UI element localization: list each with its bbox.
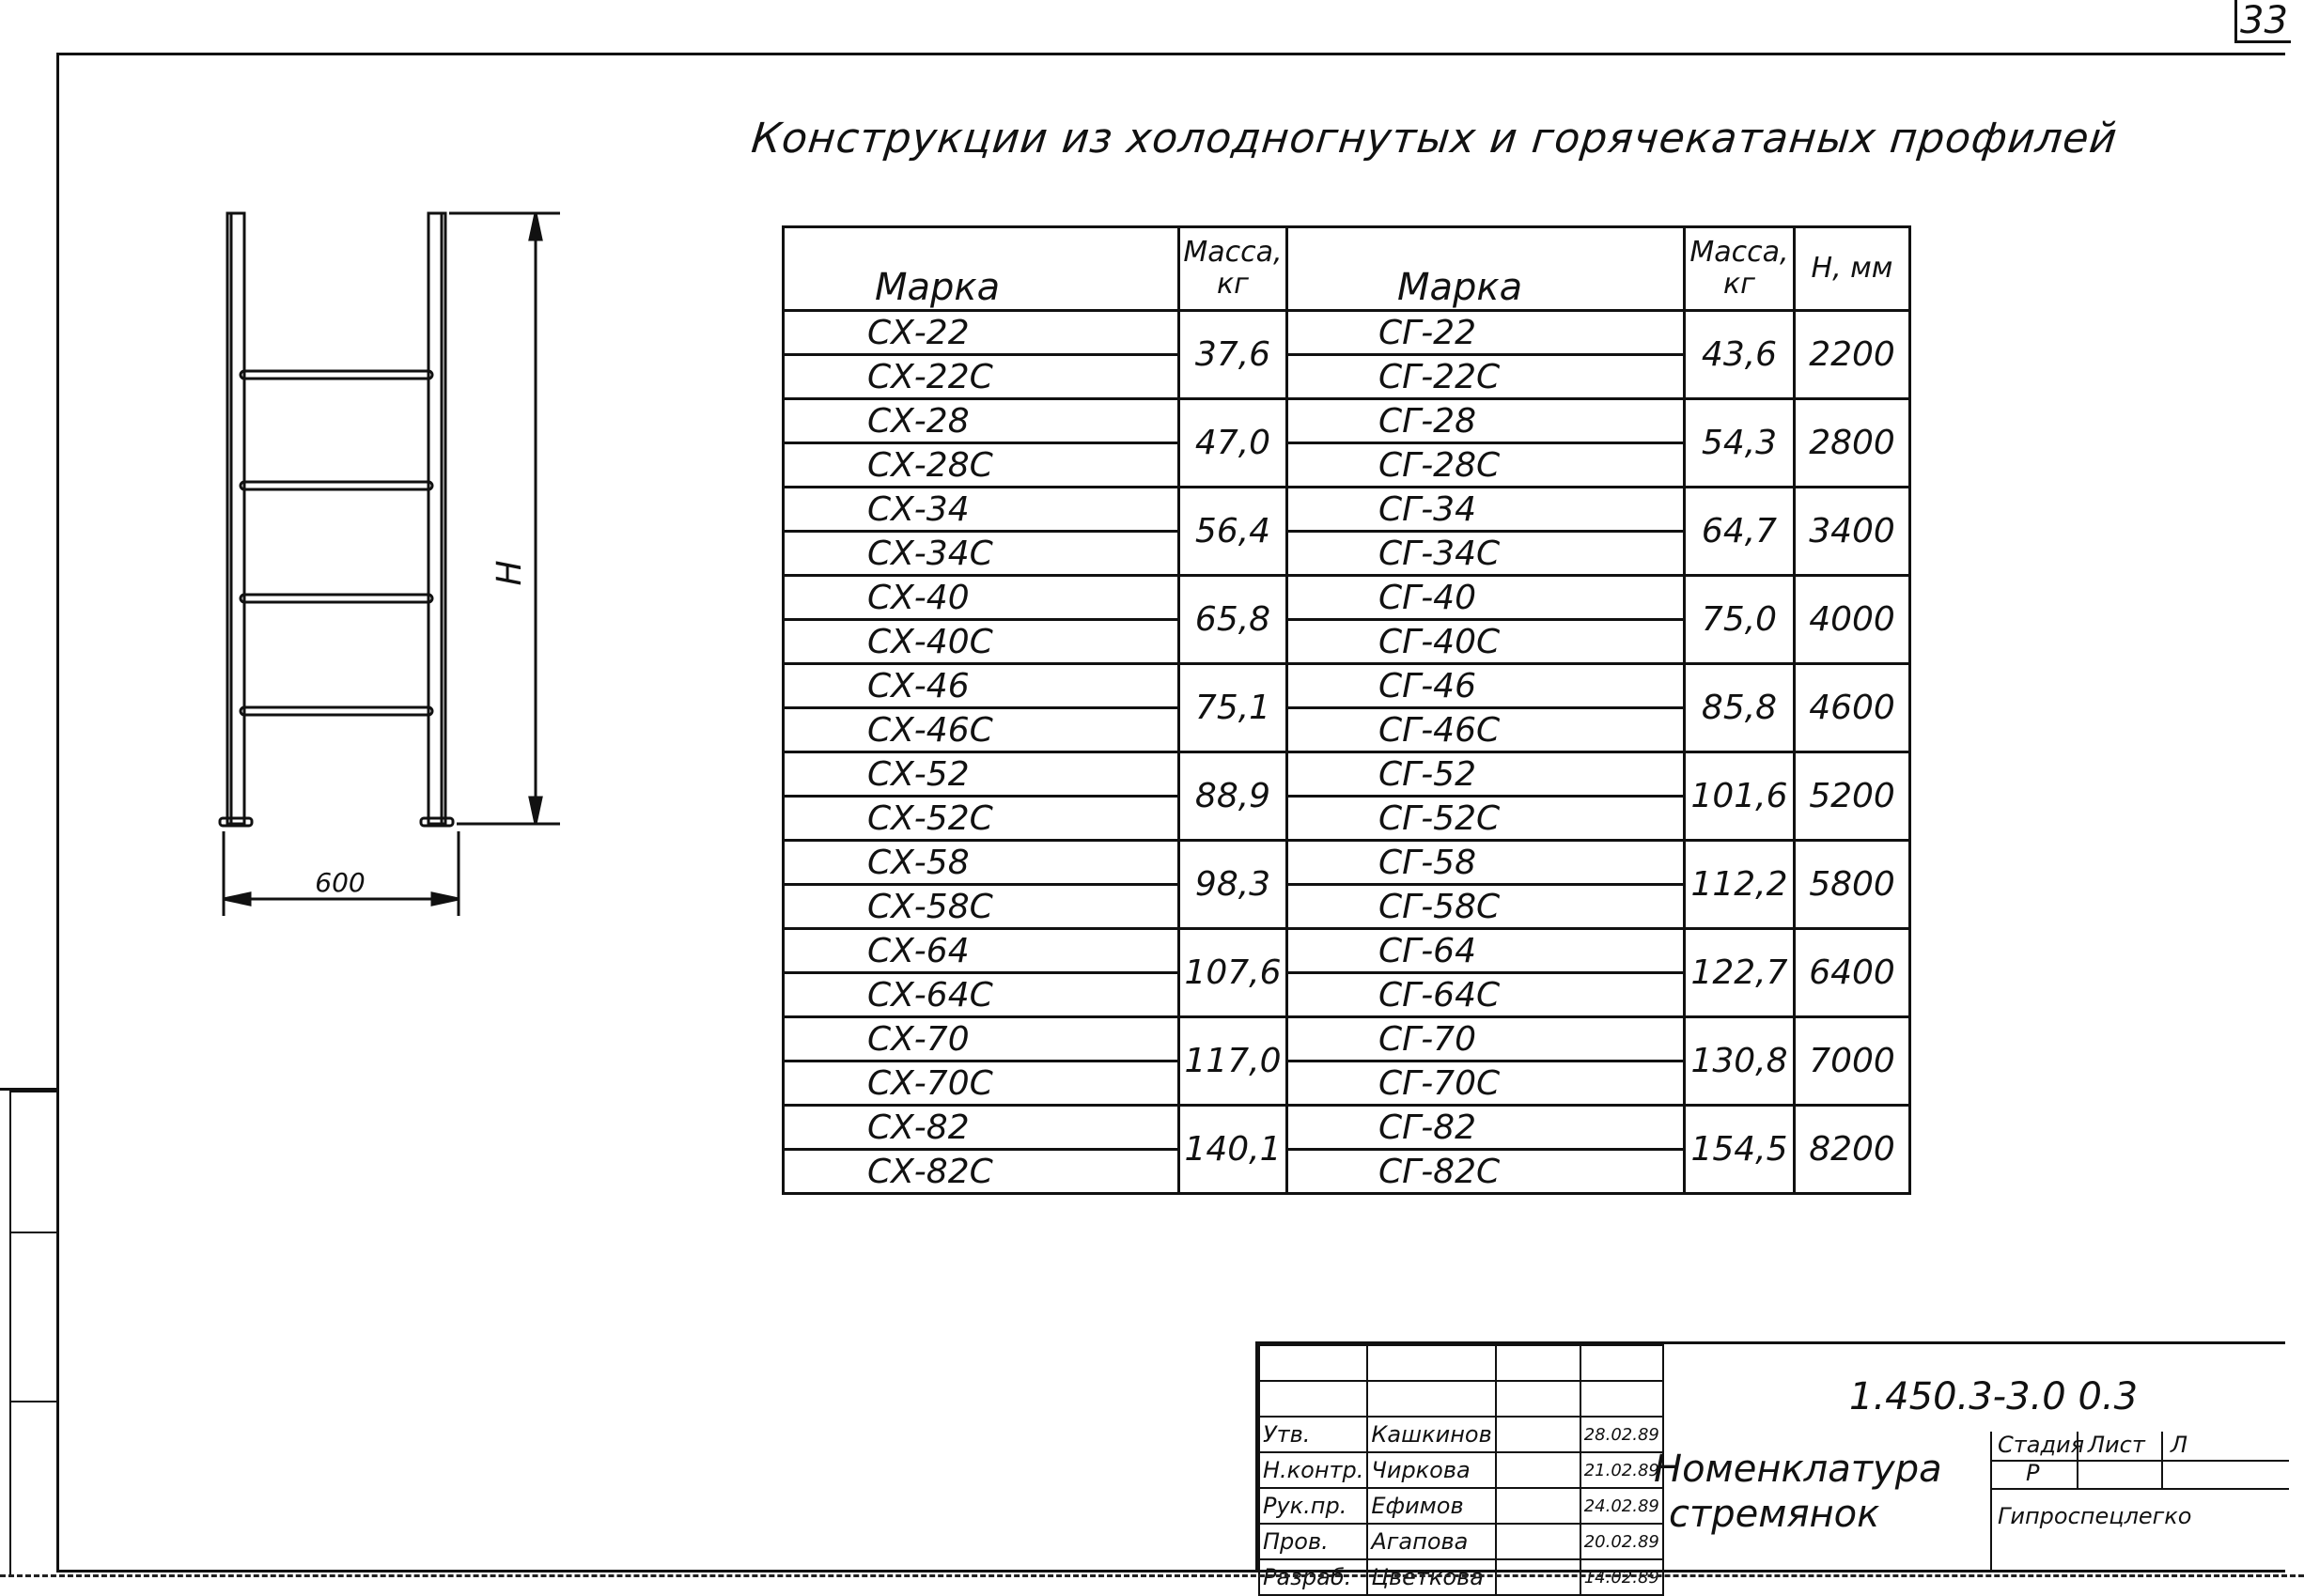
signature-name: Кашкинов — [1367, 1417, 1495, 1452]
signature-role: Утв. — [1259, 1417, 1367, 1452]
header-mark2: Марка — [1287, 227, 1685, 311]
mark-cg: СГ-58С — [1287, 885, 1685, 929]
mark-cx: СХ-28 — [784, 399, 1179, 443]
signature-date: 14.02.89 — [1580, 1559, 1663, 1595]
signature-name: Чиркова — [1367, 1452, 1495, 1488]
mass-cg: 130,8 — [1685, 1017, 1795, 1106]
mark-cg: СГ-82С — [1287, 1150, 1685, 1194]
header-mass: Масса, кг — [1179, 227, 1287, 311]
signature-date: 20.02.89 — [1580, 1524, 1663, 1559]
mark-cx: СХ-34С — [784, 532, 1179, 576]
mass-cx: 75,1 — [1179, 664, 1287, 752]
mark-cg: СГ-22С — [1287, 355, 1685, 399]
mark-cx: СХ-70С — [784, 1061, 1179, 1106]
mark-cg: СГ-22 — [1287, 311, 1685, 355]
mass-cg: 85,8 — [1685, 664, 1795, 752]
table-row — [784, 664, 1910, 708]
signature-row — [1259, 1452, 1663, 1488]
signature-name: Цветкова — [1367, 1559, 1495, 1595]
mark-cx: СХ-52 — [784, 752, 1179, 797]
signature-date: 21.02.89 — [1580, 1452, 1663, 1488]
table-row — [784, 576, 1910, 620]
height-mm: 5200 — [1795, 752, 1910, 841]
mark-cx: СХ-40С — [784, 620, 1179, 664]
header-h: Н, мм — [1795, 227, 1910, 311]
mark-cx: СХ-64 — [784, 929, 1179, 973]
document-name-line2: стремянок — [1669, 1493, 1880, 1536]
stage-value: Р — [2026, 1460, 2040, 1486]
stage-labels — [1992, 1432, 2289, 1462]
signature-row — [1259, 1488, 1663, 1524]
mark-cg: СГ-64С — [1287, 973, 1685, 1017]
mass-cx: 47,0 — [1179, 399, 1287, 488]
document-name — [1654, 1447, 1942, 1537]
signature-role: Разраб. — [1259, 1559, 1367, 1595]
mass-cg: 75,0 — [1685, 576, 1795, 664]
signature-role: Рук.пр. — [1259, 1488, 1367, 1524]
height-mm: 6400 — [1795, 929, 1910, 1017]
mark-cx: СХ-70 — [784, 1017, 1179, 1061]
sheet-label: Лист — [2088, 1432, 2145, 1458]
sheet-number: 33 — [2234, 0, 2291, 43]
height-mm: 5800 — [1795, 841, 1910, 929]
mark-cx: СХ-52С — [784, 797, 1179, 841]
header-mass2: Масса, кг — [1685, 227, 1795, 311]
signature-mark — [1496, 1559, 1580, 1595]
signature-mark — [1496, 1417, 1580, 1452]
mass-cx: 107,6 — [1179, 929, 1287, 1017]
mark-cx: СХ-46 — [784, 664, 1179, 708]
table-row — [784, 841, 1910, 885]
signature-row — [1259, 1524, 1663, 1559]
mark-cg: СГ-82 — [1287, 1106, 1685, 1150]
mass-cg: 112,2 — [1685, 841, 1795, 929]
mark-cg: СГ-52С — [1287, 797, 1685, 841]
mass-cg: 122,7 — [1685, 929, 1795, 1017]
mass-cg: 101,6 — [1685, 752, 1795, 841]
signature-role: Н.контр. — [1259, 1452, 1367, 1488]
organization: Гипроспецлегко — [1998, 1503, 2192, 1529]
rung — [241, 371, 432, 379]
mass-cx: 37,6 — [1179, 311, 1287, 399]
mark-cg: СГ-28 — [1287, 399, 1685, 443]
mark-cg: СГ-46 — [1287, 664, 1685, 708]
mass-cg: 54,3 — [1685, 399, 1795, 488]
table-row — [784, 1106, 1910, 1150]
mark-cx: СХ-58 — [784, 841, 1179, 885]
ladder-drawing — [207, 202, 583, 925]
table-row — [784, 399, 1910, 443]
stage-box — [1990, 1432, 2289, 1573]
height-mm: 7000 — [1795, 1017, 1910, 1106]
mark-cx: СХ-64С — [784, 973, 1179, 1017]
mass-cx: 98,3 — [1179, 841, 1287, 929]
stage-label: Стадия — [1998, 1432, 2085, 1458]
mark-cx: СХ-82С — [784, 1150, 1179, 1194]
mark-cx: СХ-82 — [784, 1106, 1179, 1150]
bottom-edge — [0, 1574, 2304, 1577]
mark-cg: СГ-28С — [1287, 443, 1685, 488]
signature-name: Ефимов — [1367, 1488, 1495, 1524]
table-row — [784, 929, 1910, 973]
dimension-width-label: 600 — [315, 867, 366, 898]
document-name-line1: Номенклатура — [1654, 1448, 1942, 1491]
mark-cx: СХ-34 — [784, 488, 1179, 532]
table-row — [784, 488, 1910, 532]
mark-cg: СГ-58 — [1287, 841, 1685, 885]
mark-cg: СГ-34 — [1287, 488, 1685, 532]
signature-date: 28.02.89 — [1580, 1417, 1663, 1452]
mass-cx: 88,9 — [1179, 752, 1287, 841]
signature-name: Агапова — [1367, 1524, 1495, 1559]
mark-cg: СГ-34С — [1287, 532, 1685, 576]
mark-cx: СХ-28С — [784, 443, 1179, 488]
height-mm: 2200 — [1795, 311, 1910, 399]
mark-cx: СХ-58С — [784, 885, 1179, 929]
signature-date: 24.02.89 — [1580, 1488, 1663, 1524]
mark-cg: СГ-64 — [1287, 929, 1685, 973]
mark-cg: СГ-70С — [1287, 1061, 1685, 1106]
mass-cx: 56,4 — [1179, 488, 1287, 576]
mass-cx: 117,0 — [1179, 1017, 1287, 1106]
signature-mark — [1496, 1452, 1580, 1488]
table-row — [784, 1017, 1910, 1061]
signature-grid — [1258, 1344, 1664, 1596]
mark-cg: СГ-46С — [1287, 708, 1685, 752]
rung — [241, 707, 432, 715]
height-mm: 3400 — [1795, 488, 1910, 576]
specification-table — [782, 225, 1911, 1195]
table-row — [784, 311, 1910, 355]
mark-cx: СХ-46С — [784, 708, 1179, 752]
height-mm: 4000 — [1795, 576, 1910, 664]
mass-cg: 43,6 — [1685, 311, 1795, 399]
height-mm: 2800 — [1795, 399, 1910, 488]
mark-cg: СГ-70 — [1287, 1017, 1685, 1061]
mass-cg: 154,5 — [1685, 1106, 1795, 1194]
page-title: Конструкции из холодногнутых и горячекатаных профилей — [749, 115, 2120, 163]
rung — [241, 482, 432, 489]
mark-cg: СГ-52 — [1287, 752, 1685, 797]
table-row — [784, 752, 1910, 797]
mark-cx: СХ-40 — [784, 576, 1179, 620]
signature-mark — [1496, 1524, 1580, 1559]
left-margin-strip — [0, 1088, 56, 1575]
mass-cx: 65,8 — [1179, 576, 1287, 664]
stage-values — [1992, 1460, 2289, 1490]
mark-cx: СХ-22 — [784, 311, 1179, 355]
signature-row — [1259, 1417, 1663, 1452]
mass-cg: 64,7 — [1685, 488, 1795, 576]
rung — [241, 595, 432, 602]
sheets-label: Л — [2171, 1432, 2188, 1458]
mass-cx: 140,1 — [1179, 1106, 1287, 1194]
signature-row — [1259, 1559, 1663, 1595]
height-mm: 4600 — [1795, 664, 1910, 752]
signature-mark — [1496, 1488, 1580, 1524]
document-code: 1.450.3-3.0 0.3 — [1849, 1375, 2139, 1418]
mark-cx: СХ-22С — [784, 355, 1179, 399]
dimension-height-label: Н — [490, 560, 529, 586]
header-mark: Марка — [784, 227, 1179, 311]
height-mm: 8200 — [1795, 1106, 1910, 1194]
mark-cg: СГ-40 — [1287, 576, 1685, 620]
mark-cg: СГ-40С — [1287, 620, 1685, 664]
signature-role: Пров. — [1259, 1524, 1367, 1559]
